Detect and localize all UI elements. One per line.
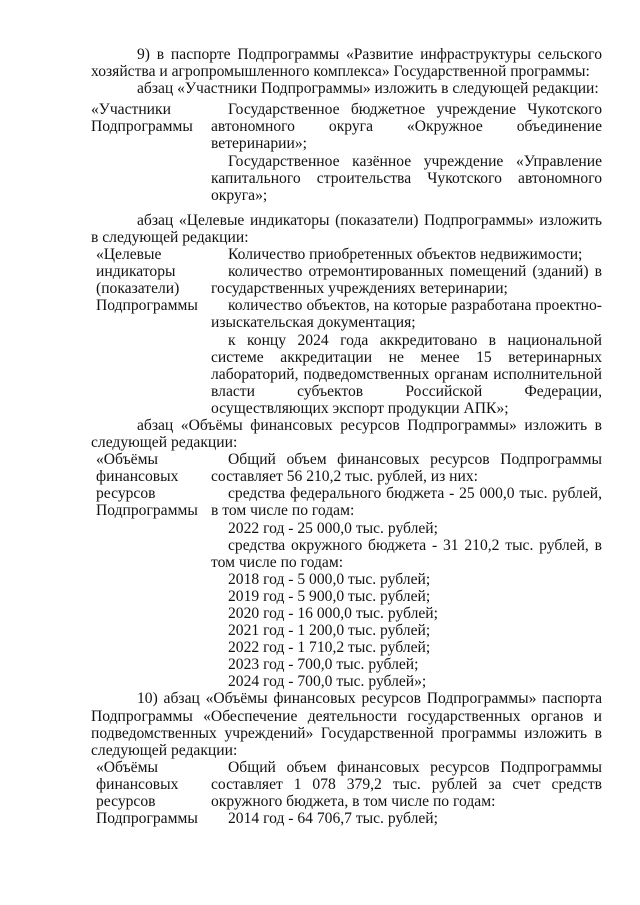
indicators-block [91,246,602,417]
finance-year: 2018 год - 5 000,0 тыс. рублей; [228,570,431,588]
finance-year: 2021 год - 1 200,0 тыс. рублей; [228,622,431,640]
participants-block [91,101,602,204]
finance-year: 2024 год - 700,0 тыс. рублей»; [228,673,427,691]
para10-intro: 10) абзац «Объёмы финансовых ресурсов Подпрограммы» паспорта Подпрограммы «Обеспечение деятельности государственных органов и подведомственных учреждений» Государственной программы изложить в следующей редакции: [91,690,602,759]
indicators-label: «Целевые индикаторы (показатели) Подпрограммы [96,246,198,315]
finance2-label: «Объёмы финансовых ресурсов Подпрограммы [96,758,198,828]
indicator-entry: количество объектов, на которые разработана проектно-изыскательская документация; [211,297,602,332]
indicators-intro: абзац «Целевые индикаторы (показатели) Подпрограммы» изложить в следующей редакции: [91,211,602,246]
finance-year: 2023 год - 700,0 тыс. рублей; [228,656,419,674]
participant-entry: Государственное бюджетное учреждение Чукотского автономного округа «Окружное объединение ветеринарии»; [211,101,602,153]
finance-total: Общий объем финансовых ресурсов Подпрограммы составляет 56 210,2 тыс. рублей, из них: [211,451,602,486]
participants-values [211,101,602,204]
indicator-entry: к концу 2024 года аккредитовано в национальной системе аккредитации не менее 15 ветеринарных лабораторий, подведомственных органам исполнительной власти субъектов Российской Федерации, осуществляющих экспорт продукции АПК»; [211,331,602,417]
finance-year: 2020 год - 16 000,0 тыс. рублей; [228,605,438,622]
finance-regional: средства окружного бюджета - 31 210,2 тыс. рублей, в том числе по годам: [211,536,602,571]
participants-label: «Участники Подпрограммы [91,101,193,136]
finance-year: 2022 год - 1 710,2 тыс. рублей; [228,639,431,657]
finance2-year: 2014 год - 64 706,7 тыс. рублей; [228,810,438,828]
finance-values [211,451,602,690]
finance-label: «Объёмы финансовых ресурсов Подпрограммы [96,451,198,520]
finance2-total: Общий объем финансовых ресурсов Подпрограммы составляет 1 078 379,2 тыс. рублей за счет средств окружного бюджета, в том числе по годам: [211,758,602,811]
participant-entry: Государственное казённое учреждение «Управление капитального строительства Чукотского автономного округа»; [211,152,602,204]
finance-block [91,451,602,690]
indicator-entry: Количество приобретенных объектов недвижимости; [228,246,583,264]
finance-federal: средства федерального бюджета - 25 000,0 тыс. рублей, в том числе по годам: [211,485,602,520]
para9-intro: 9) в паспорте Подпрограммы «Развитие инфраструктуры сельского хозяйства и агропромышленного комплекса» Государственной программы: [91,46,602,81]
finance2-values [211,759,602,827]
finance-year: 2022 год - 25 000,0 тыс. рублей; [228,519,438,537]
document-page [91,46,602,827]
indicators-values [211,246,602,417]
finance2-block [91,759,602,827]
indicator-entry: количество отремонтированных помещений (зданий) в государственных учреждениях ветеринарии; [211,263,602,298]
para9-participants-intro: абзац «Участники Подпрограммы» изложить в следующей редакции: [137,80,599,98]
finance-year: 2019 год - 5 900,0 тыс. рублей; [228,587,431,605]
finance-intro: абзац «Объёмы финансовых ресурсов Подпрограммы» изложить в следующей редакции: [91,416,602,452]
